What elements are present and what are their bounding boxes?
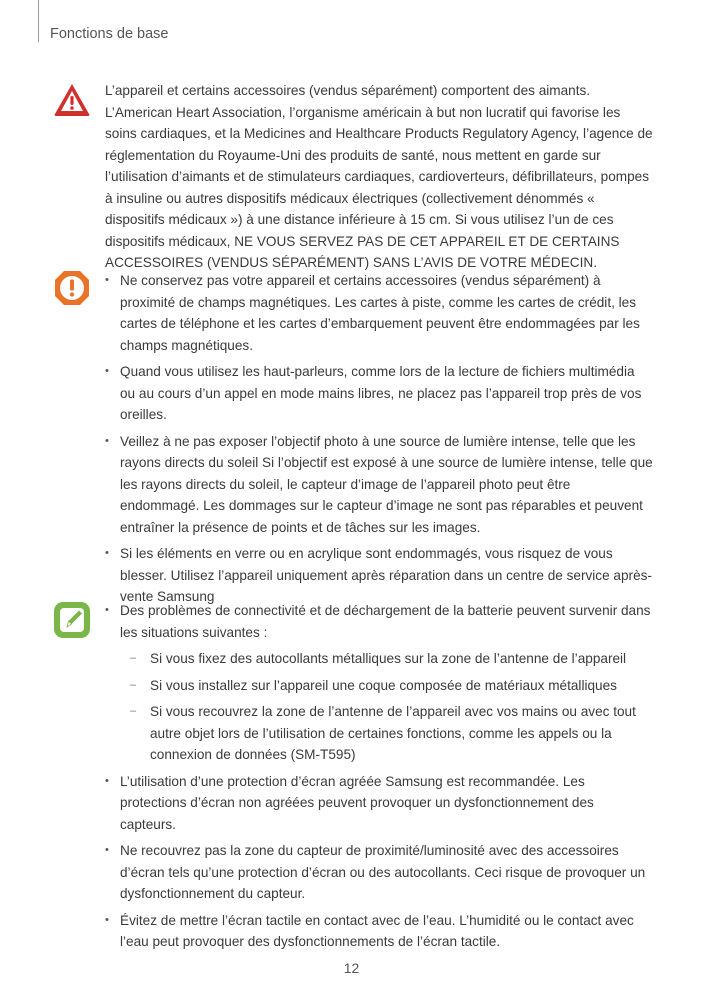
note-list (105, 600, 653, 958)
caution-item: • Ne conservez pas votre appareil et certains accessoires (vendus séparément) à proximité de champs magnétiques. Les cartes à piste, comme les cartes de crédit, les cartes de téléphone et les cartes d’embarquement peuvent être endommagées par les champs magnétiques. (105, 270, 653, 356)
note-intro-item: • Des problèmes de connectivité et de déchargement de la batterie peuvent survenir dans les situations suivantes : (105, 600, 653, 643)
caution-list (105, 270, 653, 613)
note-subitem: – Si vous recouvrez la zone de l’antenne de l’appareil avec vos mains ou avec tout autre objet lors de l’utilisation de certaines fonctions, comme les appels ou la connexion de données (SM-T595) (105, 701, 653, 766)
page-header-title: Fonctions de base (50, 26, 169, 42)
caution-item: • Quand vous utilisez les haut-parleurs, comme lors de la lecture de fichiers multimédia ou au cours d’un appel en mode mains libres, ne placez pas l’appareil trop près de vos oreilles. (105, 361, 653, 426)
warning-triangle-icon (52, 80, 92, 120)
warning-paragraph: L’appareil et certains accessoires (vendus séparément) comportent des aimants. L’American Heart Association, l’organisme américain à but non lucratif qui favorise les soins cardiaques, et la Medicines and Healthcare Products Regulatory Agency, l’agence de réglementation du Royaume-Uni des produits de santé, nous mettent en garde sur l’utilisation d’aimants et de stimulateurs cardiaques, cardioverteurs, défibrillateurs, pompes à insuline ou autres dispositifs médicaux électriques (collectivement dénommés « dispositifs médicaux ») à une distance inférieure à 15 cm. Si vous utilisez l’un de ces dispositifs médicaux, NE VOUS SERVEZ PAS DE CET APPAREIL ET DE CERTAINS ACCESSOIRES (VENDUS SÉPARÉMENT) SANS L’AVIS DE VOTRE MÉDECIN. (105, 83, 653, 270)
caution-item: • Veillez à ne pas exposer l’objectif photo à une source de lumière intense, telle que les rayons directs du soleil Si l’objectif est exposé à une source de lumière intense, telle que les rayons directs du soleil, le capteur d’image de l’appareil photo peut être endommagé. Les dommages sur le capteur d’image ne sont pas réparables et peuvent entraîner la présence de points et de tâches sur les images. (105, 431, 653, 539)
note-item: • Évitez de mettre l’écran tactile en contact avec de l’eau. L’humidité ou le contact avec l’eau peut provoquer des dysfonctionnements de l’écran tactile. (105, 910, 653, 953)
note-pencil-icon (52, 600, 92, 640)
warning-text-block (105, 80, 653, 274)
note-subitem: – Si vous fixez des autocollants métalliques sur la zone de l’antenne de l’appareil (105, 648, 653, 670)
note-subitem: – Si vous installez sur l’appareil une coque composée de matériaux métalliques (105, 675, 653, 697)
header-divider (38, 0, 39, 42)
caution-exclamation-icon (52, 268, 92, 308)
note-item: • Ne recouvrez pas la zone du capteur de proximité/luminosité avec des accessoires d’écran tels qu’une protection d’écran ou des autocollants. Ceci risque de provoquer un dysfonctionnement du capteur. (105, 840, 653, 905)
page-number: 12 (343, 960, 360, 976)
note-item: • L’utilisation d’une protection d’écran agréée Samsung est recommandée. Les protections d’écran non agréées peuvent provoquer un dysfonctionnement des capteurs. (105, 771, 653, 836)
caution-item: • Si les éléments en verre ou en acrylique sont endommagés, vous risquez de vous blesser. Utilisez l’appareil uniquement après réparation dans un centre de service après-vente Samsung (105, 543, 653, 608)
